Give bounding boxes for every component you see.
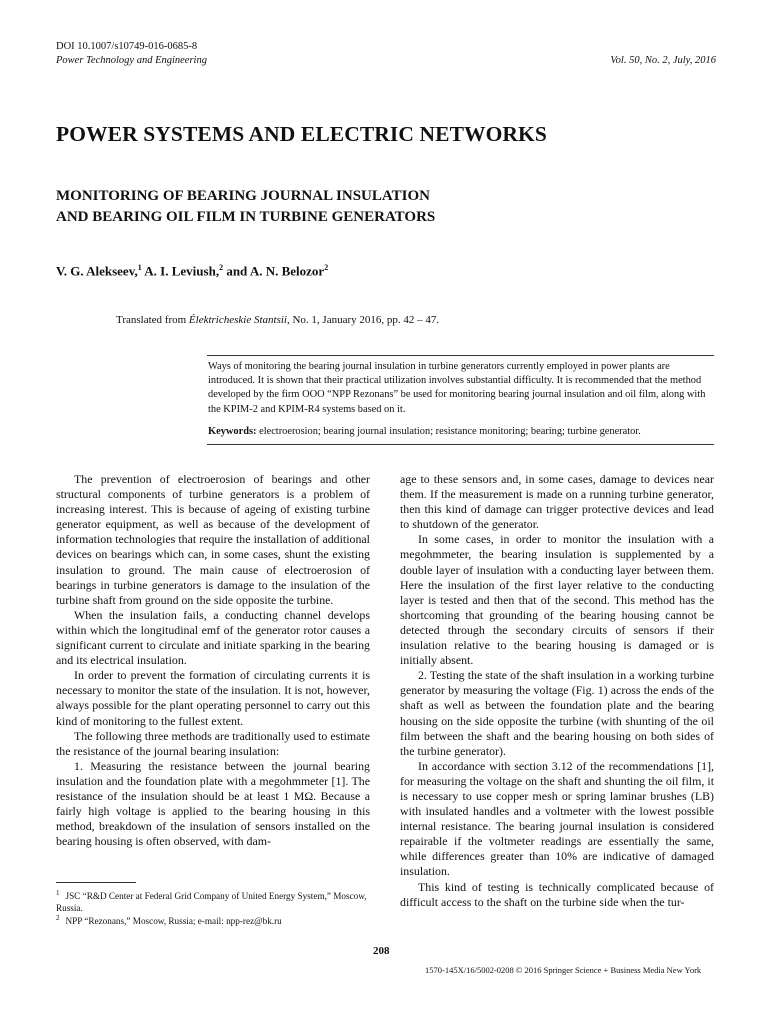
footnote-rule [56,882,136,883]
paragraph: In accordance with section 3.12 of the recommendations [1], for measuring the voltage on the shaft and shunting the oil film, it is necessary to use copper mesh or spring laminar brushes (LB) with insulated handles and a voltmeter with the lowest possible internal resistance. The bearing journal insulation is considered repairable if the voltmeter readings are essentially the same, while differences greater than 10% are indicative of damaged insulation. [400,758,714,879]
paragraph: age to these sensors and, in some cases, damage to devices near them. If the measurement is made on a running turbine generator, then this kind of damage can trigger protective devices and lead to shutdown of the generator. [400,472,714,532]
footnote-1-number: 1 [56,889,60,897]
right-column [400,472,714,910]
volume-info: Vol. 50, No. 2, July, 2016 [610,55,716,66]
translated-source: Élektricheskie Stantsii [188,314,287,326]
paragraph: The prevention of electroerosion of bearings and other structural components of turbine generators is a problem of increasing interest. This is because of ageing of existing turbine generator equipment, as well as because of the development of information technologies that require the installation of additional devices on bearings which can, in some cases, shunt the existing insulation to ground. The main cause of electroerosion of bearings in turbine generators is damage to the insulation of the turbine shaft from ground on the side opposite the turbine. [56,472,370,607]
doi-line: DOI 10.1007/s10749-016-0685-8 [56,41,198,52]
author-3-affiliation: 2 [324,263,329,272]
footnote-1-text: JSC “R&D Center at Federal Grid Company of United Energy System,” Moscow, Russia. [56,891,367,914]
footnote-2 [56,912,370,927]
translated-prefix: Translated from [116,314,189,326]
abstract: Ways of monitoring the bearing journal insulation in turbine generators currently employed in power plants are introduced. It is shown that their practical utilization involves substantial difficulty. It is recommended that the method developed by the firm OOO “NPP Rezonans” be used for monitoring bearing journal insulation and oil film, along with the KPIM-2 and KPIM-R4 systems based on it. [208,361,706,415]
keywords [208,425,715,439]
abstract-bottom-rule [207,444,714,445]
journal-name: Power Technology and Engineering [56,55,207,66]
paragraph: This kind of testing is technically complicated because of difficult access to the shaft on the turbine side when the tur- [400,879,714,909]
author-1: V. G. Alekseev, [56,263,138,279]
translated-from [116,314,439,326]
left-column [56,472,370,849]
page-number: 208 [373,945,390,957]
authors [56,263,328,279]
footnote-2-number: 2 [56,914,60,922]
author-3: and A. N. Belozor [226,263,325,279]
author-2: A. I. Leviush, [144,263,220,279]
article-title-line-1: MONITORING OF BEARING JOURNAL INSULATION [56,188,430,204]
article-title [56,186,435,228]
abstract-top-rule [207,355,714,356]
author-1-affiliation: 1 [137,263,142,272]
paragraph: In some cases, in order to monitor the insulation with a megohmmeter, the bearing insulation is supplemented by a double layer of insulation with a conducting layer between them. Here the insulation of the first layer relative to the conducting layer is tested and then that of the second. This method has the shortcoming that grounding of the bearing housing cannot be detected through the secondary circuits of sensors if their insulation relative to the bearing housing is damaged or is initially absent. [400,532,714,668]
article-title-line-2: AND BEARING OIL FILM IN TURBINE GENERATORS [56,209,436,225]
author-2-affiliation: 2 [219,263,224,272]
translated-suffix: , No. 1, January 2016, pp. 42 – 47. [286,314,440,326]
paragraph: In order to prevent the formation of circulating currents it is necessary to monitor the state of the insulation. It is not, however, always possible for the plant operating personnel to carry out this kind of monitoring to the fullest extent. [56,668,370,728]
copyright-line: 1570-145X/16/5002-0208 © 2016 Springer Science + Business Media New York [425,965,702,975]
paragraph: 1. Measuring the resistance between the journal bearing insulation and the foundation plate with a megohmmeter [1]. The resistance of the insulation should be at least 1 MΩ. Because a fairly high voltage is applied to the bearing housing in this method, breakdown of the insulation of sensors installed on the bearing housing is often observed, with dam- [56,758,370,849]
footnote-2-text: NPP “Rezonans,” Moscow, Russia; e-mail: npp-rez@bk.ru [65,916,282,927]
paragraph: 2. Testing the state of the shaft insulation in a working turbine generator by measuring the voltage (Fig. 1) across the ends of the shaft as well as between the foundation plate and the bearing housing on the side opposite the turbine (with shunting of the oil film between the shaft and the bearing housing on both sides of the turbine generator). [400,668,714,758]
keywords-text: electroerosion; bearing journal insulation; resistance monitoring; bearing; turbine generator. [256,426,641,437]
section-title: POWER SYSTEMS AND ELECTRIC NETWORKS [56,122,547,146]
paragraph: When the insulation fails, a conducting channel develops within which the longitudinal emf of the generator rotor causes a significant current to circulate and initiate sparking in the bearing and its electrical insulation. [56,607,370,668]
paragraph: The following three methods are traditionally used to estimate the resistance of the journal bearing insulation: [56,728,370,758]
footnote-1 [56,887,370,914]
keywords-label: Keywords: [208,426,257,437]
